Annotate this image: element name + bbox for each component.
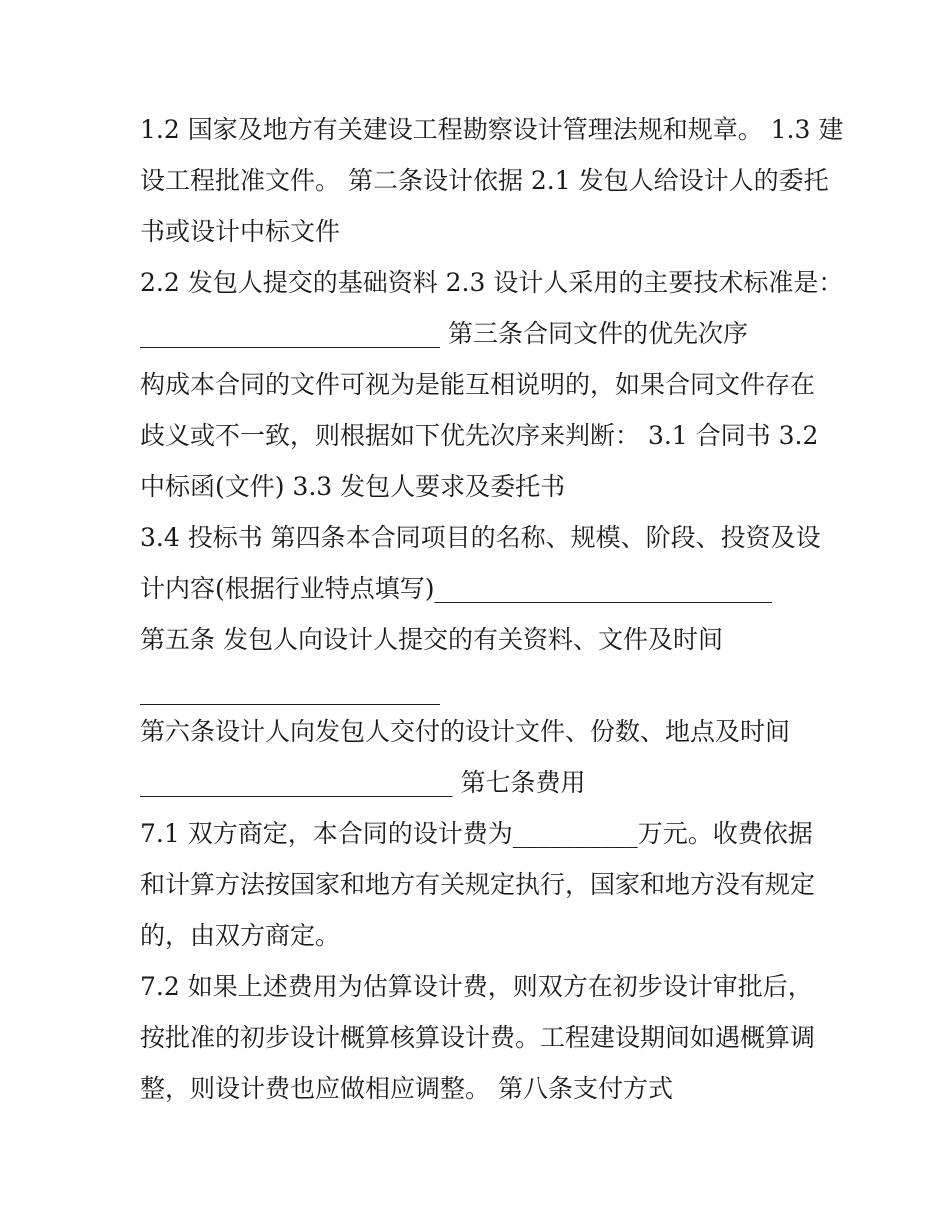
text-line: 第五条 发包人向设计人提交的有关资料、文件及时间 xyxy=(140,625,723,654)
text-line: 第六条设计人向发包人交付的设计文件、份数、地点及时间 xyxy=(140,717,791,746)
text-line: ________________________ 第三条合同文件的优先次序 xyxy=(140,319,748,348)
text-line: 的，由双方商定。 xyxy=(140,921,341,950)
text-line: 和计算方法按国家和地方有关规定执行，国家和地方没有规定 xyxy=(140,870,816,899)
text-line: 2.2 发包人提交的基础资料 2.3 设计人采用的主要技术标准是： xyxy=(140,268,844,297)
text-line: 设工程批准文件。 第二条设计依据 2.1 发包人给设计人的委托 xyxy=(140,166,829,195)
text-line: 构成本合同的文件可视为是能互相说明的，如果合同文件存在 xyxy=(140,370,816,399)
text-line: 计内容(根据行业特点填写)___________________________ xyxy=(140,574,773,603)
text-line: _________________________ 第七条费用 xyxy=(140,768,586,797)
text-line: 整，则设计费也应做相应调整。 第八条支付方式 xyxy=(140,1074,673,1103)
text-line: 3.4 投标书 第四条本合同项目的名称、规模、阶段、投资及设 xyxy=(140,523,821,552)
text-line: 书或设计中标文件 xyxy=(140,217,341,246)
text-line: 歧义或不一致，则根据如下优先次序来判断： 3.1 合同书 3.2 xyxy=(140,421,819,450)
text-line: 1.2 国家及地方有关建设工程勘察设计管理法规和规章。 1.3 建 xyxy=(140,115,844,144)
text-line: ________________________ xyxy=(140,676,440,705)
text-line: 中标函(文件) 3.3 发包人要求及委托书 xyxy=(140,472,566,501)
text-line: 7.1 双方商定，本合同的设计费为__________万元。收费依据 xyxy=(140,819,813,848)
text-line: 按批准的初步设计概算核算设计费。工程建设期间如遇概算调 xyxy=(140,1023,816,1052)
text-line: 7.2 如果上述费用为估算设计费，则双方在初步设计审批后， xyxy=(140,972,813,1001)
